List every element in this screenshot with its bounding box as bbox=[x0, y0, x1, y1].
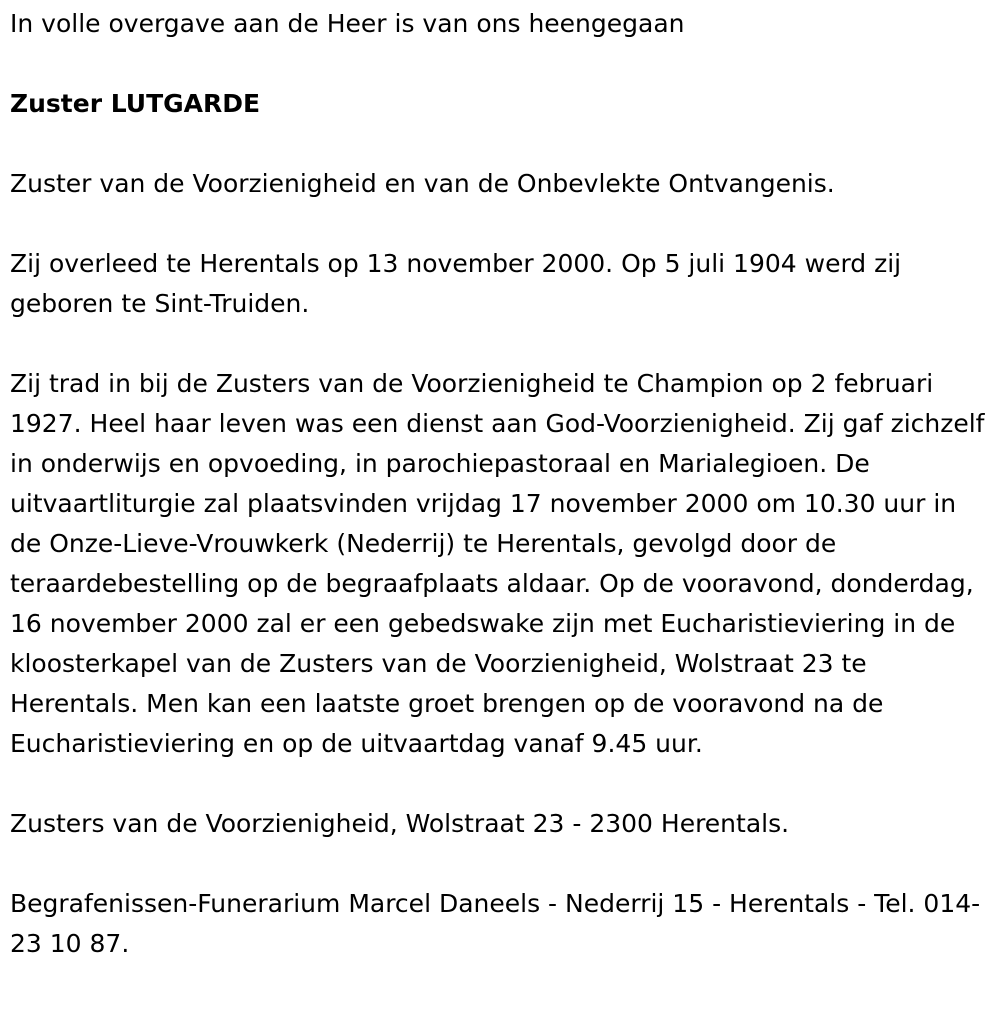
life-dates-paragraph: Zij overleed te Herentals op 13 november 2000. Op 5 juli 1904 werd zij geboren te Sint-Truiden. bbox=[10, 249, 902, 318]
intro-line: In volle overgave aan de Heer is van ons heengegaan bbox=[10, 9, 685, 38]
funeral-home-contact: Begrafenissen-Funerarium Marcel Daneels - Nederrij 15 - Herentals - Tel. 014-23 10 87. bbox=[10, 889, 981, 958]
congregation-line: Zuster van de Voorzienigheid en van de Onbevlekte Ontvangenis. bbox=[10, 169, 835, 198]
correspondence-address: Zusters van de Voorzienigheid, Wolstraat 23 - 2300 Herentals. bbox=[10, 809, 790, 838]
biography-funeral-paragraph: Zij trad in bij de Zusters van de Voorzienigheid te Champion op 2 februari 1927. Heel haar leven was een dienst aan God-Voorzienigheid. Zij gaf zichzelf in onderwijs en opvoeding, in parochiepastoraal en Marialegioen. De uitvaartliturgie zal plaatsvinden vrijdag 17 november 2000 om 10.30 uur in de Onze-Lieve-Vrouwkerk (Nederrij) te Herentals, gevolgd door de teraardebestelling op de begraafplaats aldaar. Op de vooravond, donderdag, 16 november 2000 zal er een gebedswake zijn met Eucharistieviering in de kloosterkapel van de Zusters van de Voorzienigheid, Wolstraat 23 te Herentals. Men kan een laatste groet brengen op de vooravond na de Eucharistieviering en op de uitvaartdag vanaf 9.45 uur. bbox=[10, 369, 985, 758]
deceased-name: Zuster LUTGARDE bbox=[10, 89, 261, 118]
